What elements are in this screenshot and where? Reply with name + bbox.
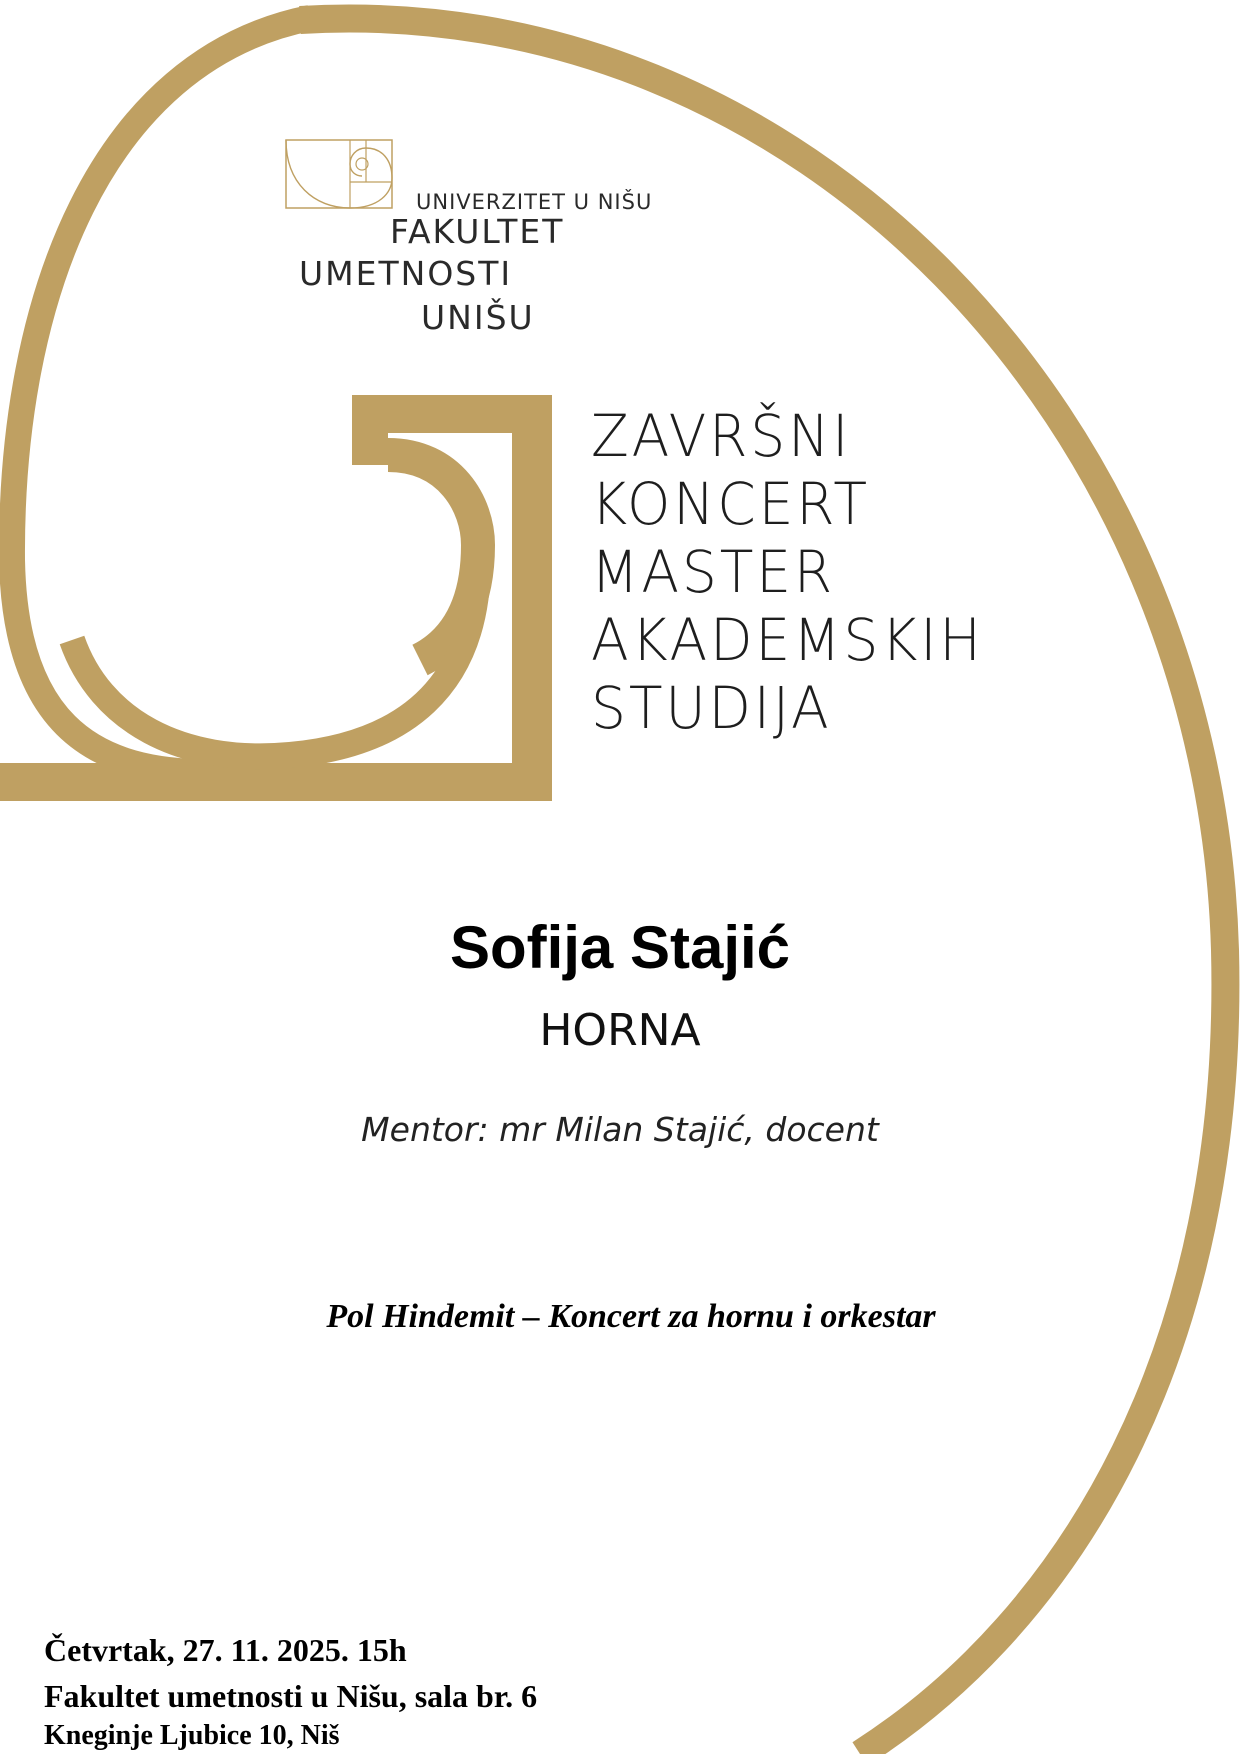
logo-university-name: UNIVERZITET U NIŠU bbox=[416, 190, 653, 214]
event-address: Kneginje Ljubice 10, Niš bbox=[44, 1720, 340, 1751]
event-date-time: Četvrtak, 27. 11. 2025. 15h bbox=[44, 1632, 407, 1668]
concert-headline bbox=[591, 402, 1004, 742]
headline-line: AKADEMSKIH bbox=[591, 606, 984, 674]
logo-arts-word: UMETNOSTI bbox=[299, 254, 513, 293]
performer-name: Sofija Stajić bbox=[449, 914, 791, 981]
logo-faculty-word: FAKULTET bbox=[390, 212, 565, 251]
event-venue: Fakultet umetnosti u Nišu, sala br. 6 bbox=[44, 1678, 538, 1714]
instrument-label: HORNA bbox=[539, 1005, 701, 1056]
headline-line: MASTER bbox=[591, 538, 836, 606]
logo-city-word: UNIŠU bbox=[421, 298, 535, 337]
headline-line: KONCERT bbox=[591, 470, 870, 538]
program-piece: Pol Hindemit – Koncert za hornu i orkestar bbox=[326, 1298, 936, 1335]
mentor-line: Mentor: mr Milan Stajić, docent bbox=[361, 1110, 879, 1149]
headline-line: ZAVRŠNI bbox=[591, 402, 852, 470]
headline-line: STUDIJA bbox=[591, 674, 832, 742]
university-emblem-icon bbox=[284, 138, 394, 210]
